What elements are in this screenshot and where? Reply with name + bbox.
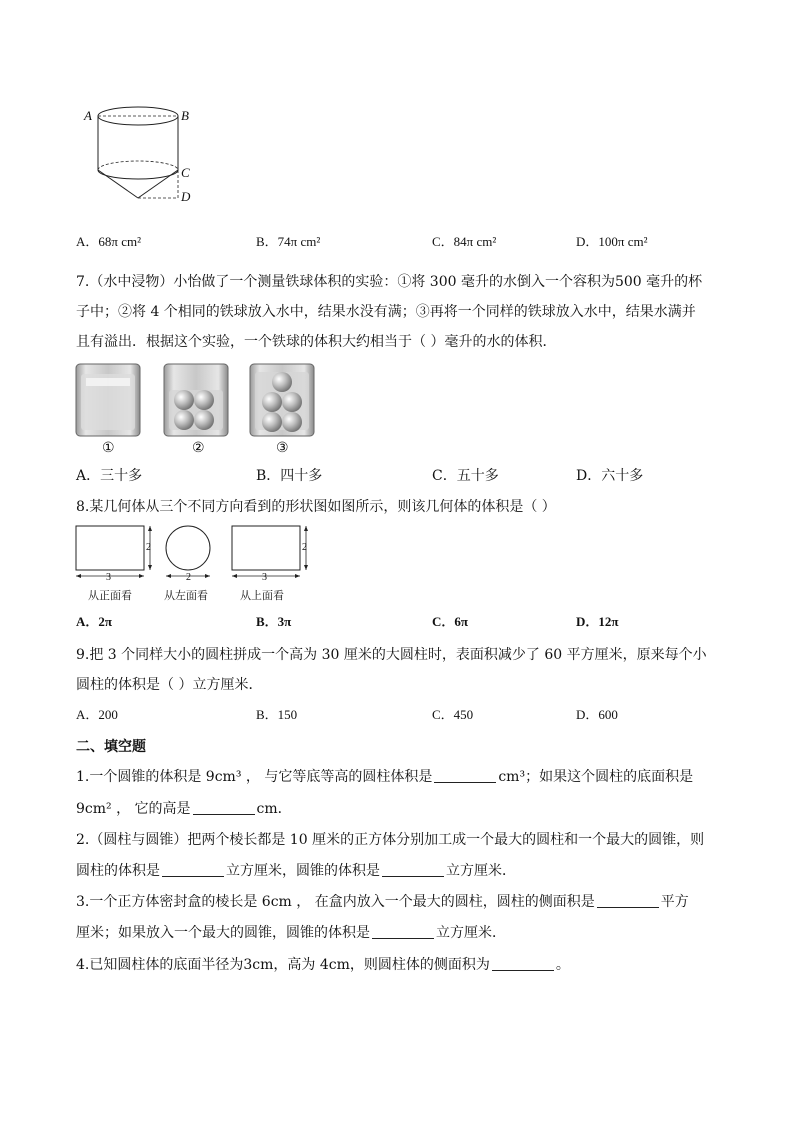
beaker-3 [250,364,314,436]
beaker-label-2: ② [192,440,205,456]
q6-option-c: C．84π cm² [432,234,497,249]
fill-4-text-a: 4.已知圆柱体的底面半径为3cm，高为 4cm，则圆柱体的侧面积为 [76,957,490,973]
q9-option-a: A．200 [76,707,118,722]
fill-3-text-c: 厘米；如果放入一个最大的圆锥，圆锥的体积是 [76,925,370,941]
fill-1-text-b: cm³；如果这个圆柱的底面积是 [498,769,694,785]
top-width-dim: 3 [262,572,267,583]
q6-option-b: B．74π cm² [256,234,321,249]
q8-option-d: D．12π [576,614,619,629]
fill-1-blank-2[interactable] [193,800,255,815]
beaker-1 [76,364,140,436]
fill-3-text-a: 3.一个正方体密封盒的棱长是 6cm ， 在盒内放入一个最大的圆柱，圆柱的侧面积是 [76,894,595,910]
fill-4-text-b: 。 [555,957,570,973]
fill-2-blank-2[interactable] [382,862,444,877]
fill-2-blank-1[interactable] [162,862,224,877]
q7-line-1: 7.（水中浸物）小怡做了一个测量铁球体积的实验：①将 300 毫升的水倒入一个容积为500 毫升的杯 [76,274,703,290]
section-title: 二、填空题 [76,739,146,755]
label-d: D [181,189,191,204]
q6-option-d: D．100π cm² [576,234,648,249]
left-diameter-dim: 2 [186,572,191,583]
front-view-rect [76,526,144,570]
view-label-top: 从上面看 [240,589,284,602]
fill-1-text-d: cm． [256,801,292,817]
fill-1-blank-1[interactable] [434,768,496,783]
fill-3-blank-2[interactable] [372,924,434,939]
fill-1-line-2 [76,799,292,819]
top-view-rect [232,526,300,570]
q7-line-2: 子中；②将 4 个相同的铁球放入水中，结果水没有满；③再将一个同样的铁球放入水中，结果水满并 [76,304,696,320]
label-a: A [84,108,92,123]
q7-option-b: B．四十多 [256,468,323,484]
fill-1-text-c: 9cm² ， 它的高是 [76,801,191,817]
fill-3-blank-1[interactable] [597,893,659,908]
fill-2-line-1: 2.（圆柱与圆锥）把两个棱长都是 10 厘米的正方体分别加工成一个最大的圆柱和一个最大的圆锥，则 [76,832,705,848]
q8-option-c: C．6π [432,614,469,629]
fill-4-blank-1[interactable] [492,956,554,971]
fill-2-text-b: 圆柱的体积是 [76,863,160,879]
top-height-dim: 2 [302,542,307,553]
fill-1-text-a: 1.一个圆锥的体积是 9cm³ ， 与它等底等高的圆柱体积是 [76,769,433,785]
beakers-figure [72,360,322,440]
q6-option-a: A．68π cm² [76,234,141,249]
front-width-dim: 3 [106,572,111,583]
q9-option-b: B．150 [256,707,298,722]
fill-2-line-2 [76,861,516,881]
q7-line-3: 且有溢出．根据这个实验，一个铁球的体积大约相当于（ ）毫升的水的体积． [76,334,557,350]
q8-option-b: B．3π [256,614,292,629]
q7-option-a: A．三十多 [76,468,143,484]
q8-option-a: A．2π [76,614,113,629]
fill-4-line-1 [76,955,570,975]
fill-2-text-d: 立方厘米． [446,863,516,879]
q9-line-1: 9.把 3 个同样大小的圆柱拼成一个高为 30 厘米的大圆柱时，表面积减少了 60 平方厘米，原来每个小 [76,647,707,663]
fill-3-line-2 [76,923,506,943]
left-view-circle [166,526,210,570]
fill-3-text-d: 立方厘米． [436,925,506,941]
front-height-dim: 2 [146,542,151,553]
view-label-left: 从左面看 [164,589,208,602]
beaker-2 [164,364,228,436]
fill-2-text-c: 立方厘米，圆锥的体积是 [226,863,380,879]
q7-option-d: D．六十多 [576,468,644,484]
label-c: C [181,165,190,180]
beaker-label-3: ③ [276,440,289,456]
label-b: B [181,108,189,123]
q7-option-c: C．五十多 [432,468,499,484]
fill-3-text-b: 平方 [660,894,689,910]
beaker-label-1: ① [102,440,115,456]
q9-option-c: C．450 [432,707,474,722]
q9-option-d: D．600 [576,707,618,722]
view-label-front: 从正面看 [88,589,132,602]
q9-line-2: 圆柱的体积是（ ）立方厘米． [76,677,263,693]
fill-1-line-1 [76,767,693,787]
fill-3-line-1 [76,892,689,912]
q8-stem: 8.某几何体从三个不同方向看到的形状图如图所示，则该几何体的体积是（ ） [76,499,556,515]
